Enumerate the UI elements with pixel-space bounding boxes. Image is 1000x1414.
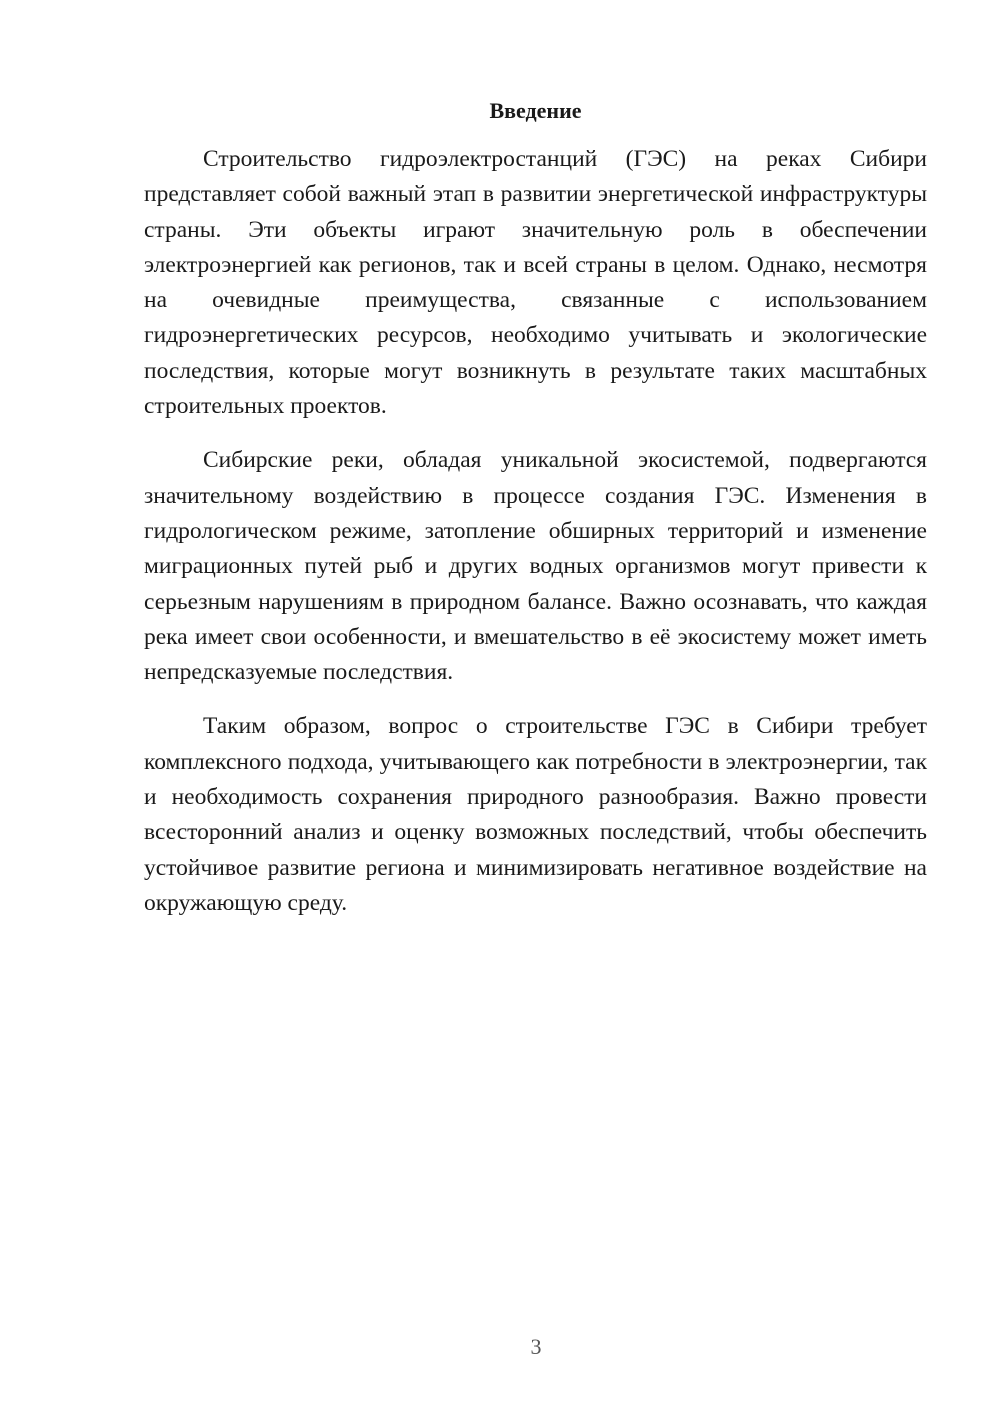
- paragraph-1: Строительство гидроэлектростанций (ГЭС) на реках Сибири представляет собой важный этап в развитии энергетической инфраструктуры страны. Эти объекты играют значительную роль в обеспечении электроэнергией как регионов, так и всей страны в целом. Однако, несмотря на очевидные преимущества, связанные с использованием гидроэнергетических ресурсов, необходимо учитывать и экологические последствия, которые могут возникнуть в результате таких масштабных строительных проектов.: [144, 146, 927, 420]
- paragraph-3: Таким образом, вопрос о строительстве ГЭС в Сибири требует комплексного подхода, учитывающего как потребности в электроэнергии, так и необходимость сохранения природного разнообразия. Важно провести всесторонний анализ и оценку возможных последствий, чтобы обеспечить устойчивое развитие региона и минимизировать негативное воздействие на окружающую среду.: [144, 713, 927, 916]
- section-heading: Введение: [489, 98, 582, 123]
- paragraph-2: Сибирские реки, обладая уникальной экосистемой, подвергаются значительному воздействию в процессе создания ГЭС. Изменения в гидрологическом режиме, затопление обширных территорий и изменение миграционных путей рыб и других водных организмов могут привести к серьезным нарушениям в природном балансе. Важно осознавать, что каждая река имеет свои особенности, и вмешательство в её экосистему может иметь непредсказуемые последствия.: [144, 447, 927, 686]
- page-number: 3: [530, 1334, 542, 1359]
- body-text: [144, 142, 927, 940]
